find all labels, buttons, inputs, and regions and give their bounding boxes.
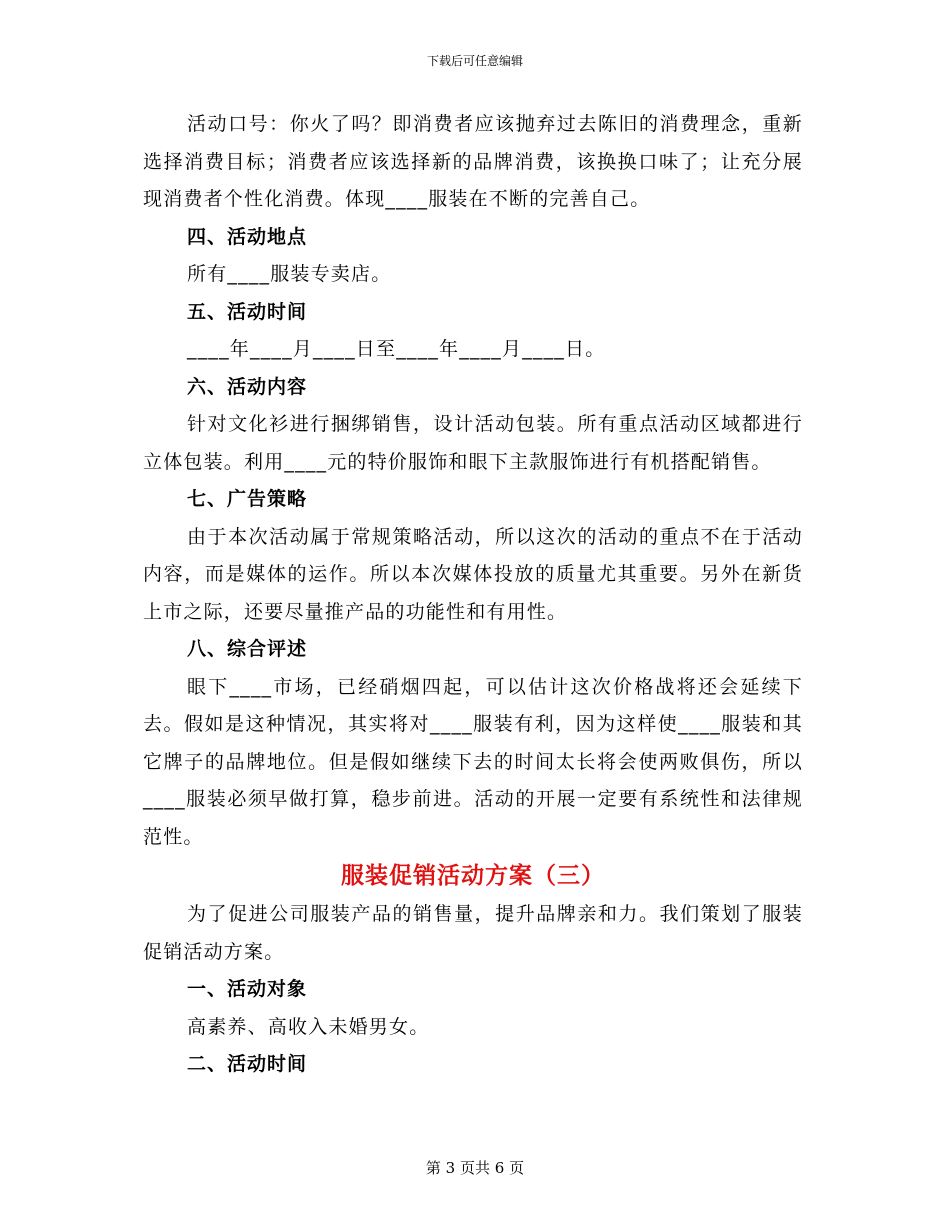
- paragraph-ad-strategy: 由于本次活动属于常规策略活动，所以这次的活动的重点不在于活动内容，而是媒体的运作。所以本次媒体投放的质量尤其重要。另外在新货上市之际，还要尽量推产品的功能性和有用性。: [143, 525, 803, 623]
- heading-location: 四、活动地点: [187, 225, 308, 248]
- paragraph-slogan: 活动口号：你火了吗？即消费者应该抛弃过去陈旧的消费理念，重新选择消费目标；消费者应该选择新的品牌消费，该换换口味了；让充分展现消费者个性化消费。体现____服装在不断的完善自己。: [143, 113, 803, 210]
- paragraph-target: 高素养、高收入未婚男女。: [187, 1015, 430, 1038]
- heading-target: 一、活动对象: [187, 978, 308, 1000]
- paragraph-content: 针对文化衫进行捆绑销售，设计活动包装。所有重点活动区域都进行立体包装。利用____元的特价服饰和眼下主款服饰进行有机搭配销售。: [143, 413, 803, 473]
- heading-content: 六、活动内容: [187, 375, 308, 398]
- paragraph-intro: 为了促进公司服装产品的销售量，提升品牌亲和力。我们策划了服装促销活动方案。: [143, 903, 803, 963]
- paragraph-time: ____年____月____日至____年____月____日。: [187, 338, 606, 360]
- paragraph-summary: 眼下____市场，已经硝烟四起，可以估计这次价格战将还会延续下去。假如是这种情况，其实将对____服装有利，因为这样使____服装和其它牌子的品牌地位。但是假如继续下去的时间太长将会使两败俱伤，所以____服装必须早做打算，稳步前进。活动的开展一定要有系统性和法律规范性。: [143, 675, 803, 848]
- heading-activity-time: 二、活动时间: [187, 1053, 308, 1075]
- page-header: 下载后可任意编辑: [426, 54, 523, 68]
- heading-time: 五、活动时间: [187, 300, 308, 323]
- document-body: [143, 106, 803, 1084]
- section-title: 服装促销活动方案（三）: [341, 863, 605, 889]
- heading-summary: 八、综合评述: [187, 638, 308, 660]
- paragraph-location: 所有____服装专卖店。: [187, 263, 392, 285]
- page-footer: 第 3 页共 6 页: [425, 1159, 525, 1177]
- heading-ad-strategy: 七、广告策略: [187, 488, 308, 510]
